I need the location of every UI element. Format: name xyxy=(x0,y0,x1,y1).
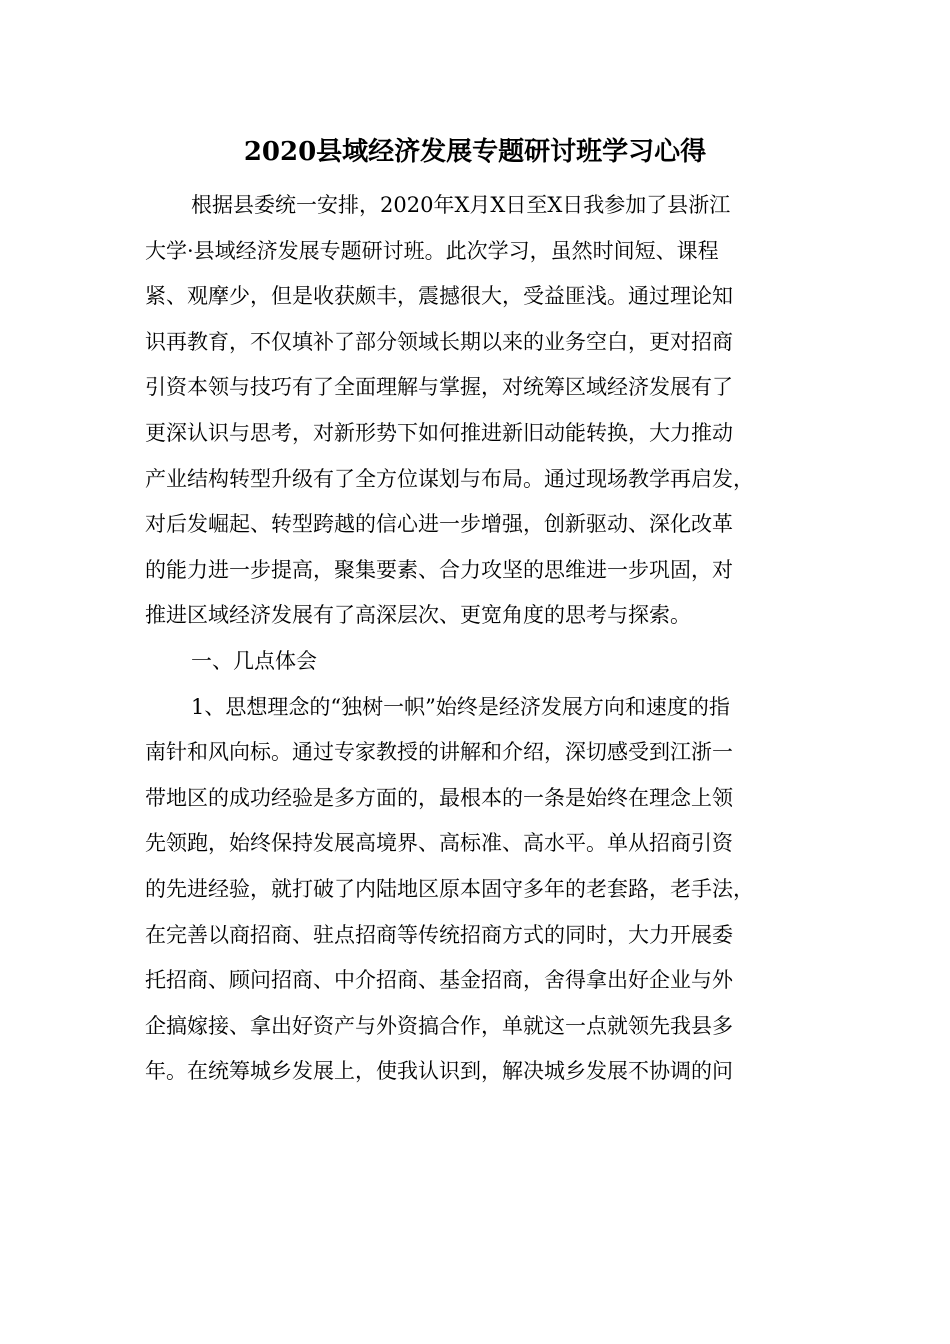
paragraph-1-line: 紧、观摩少，但是收获颇丰，震撼很大，受益匪浅。通过理论知 xyxy=(145,284,733,309)
paragraph-1-line: 产业结构转型升级有了全方位谋划与布局。通过现场教学再启发， xyxy=(145,466,754,491)
paragraph-1-line: 根据县委统一安排，2020年X月X日至X日我参加了县浙江 xyxy=(191,193,731,217)
paragraph-2-line: 带地区的成功经验是多方面的，最根本的一条是始终在理念上领 xyxy=(145,785,733,810)
paragraph-2-line: 托招商、顾问招商、中介招商、基金招商，舍得拿出好企业与外 xyxy=(145,968,733,993)
document-body xyxy=(145,183,807,1095)
paragraph-2-line: 1、思想理念的“独树一帜”始终是经济发展方向和速度的指 xyxy=(191,694,730,719)
paragraph-1-line: 更深认识与思考，对新形势下如何推进新旧动能转换，大力推动 xyxy=(145,420,733,445)
paragraph-1-line: 推进区域经济发展有了高深层次、更宽角度的思考与探索。 xyxy=(145,603,691,628)
paragraph-1-line: 识再教育，不仅填补了部分领域长期以来的业务空白，更对招商 xyxy=(145,329,733,354)
paragraph-1-line: 对后发崛起、转型跨越的信心进一步增强，创新驱动、深化改革 xyxy=(145,512,733,537)
paragraph-2-line: 年。在统筹城乡发展上，使我认识到，解决城乡发展不协调的问 xyxy=(145,1059,733,1084)
paragraph-2-line: 先领跑，始终保持发展高境界、高标准、高水平。单从招商引资 xyxy=(145,831,733,856)
paragraph-2-line: 的先进经验，就打破了内陆地区原本固守多年的老套路，老手法， xyxy=(145,876,754,901)
document-title: 2020县域经济发展专题研讨班学习心得 xyxy=(243,137,707,167)
paragraph-2-line: 南针和风向标。通过专家教授的讲解和介绍，深切感受到江浙一 xyxy=(145,740,733,765)
paragraph-1-line: 引资本领与技巧有了全面理解与掌握，对统筹区域经济发展有了 xyxy=(145,375,733,400)
section-heading: 一、几点体会 xyxy=(191,648,317,673)
paragraph-1-line: 的能力进一步提高，聚集要素、合力攻坚的思维进一步巩固，对 xyxy=(145,557,733,582)
paragraph-1-line: 大学·县域经济发展专题研讨班。此次学习，虽然时间短、课程 xyxy=(145,238,719,263)
paragraph-2-line: 企搞嫁接、拿出好资产与外资搞合作，单就这一点就领先我县多 xyxy=(145,1013,733,1038)
paragraph-2-line: 在完善以商招商、驻点招商等传统招商方式的同时，大力开展委 xyxy=(145,922,733,947)
